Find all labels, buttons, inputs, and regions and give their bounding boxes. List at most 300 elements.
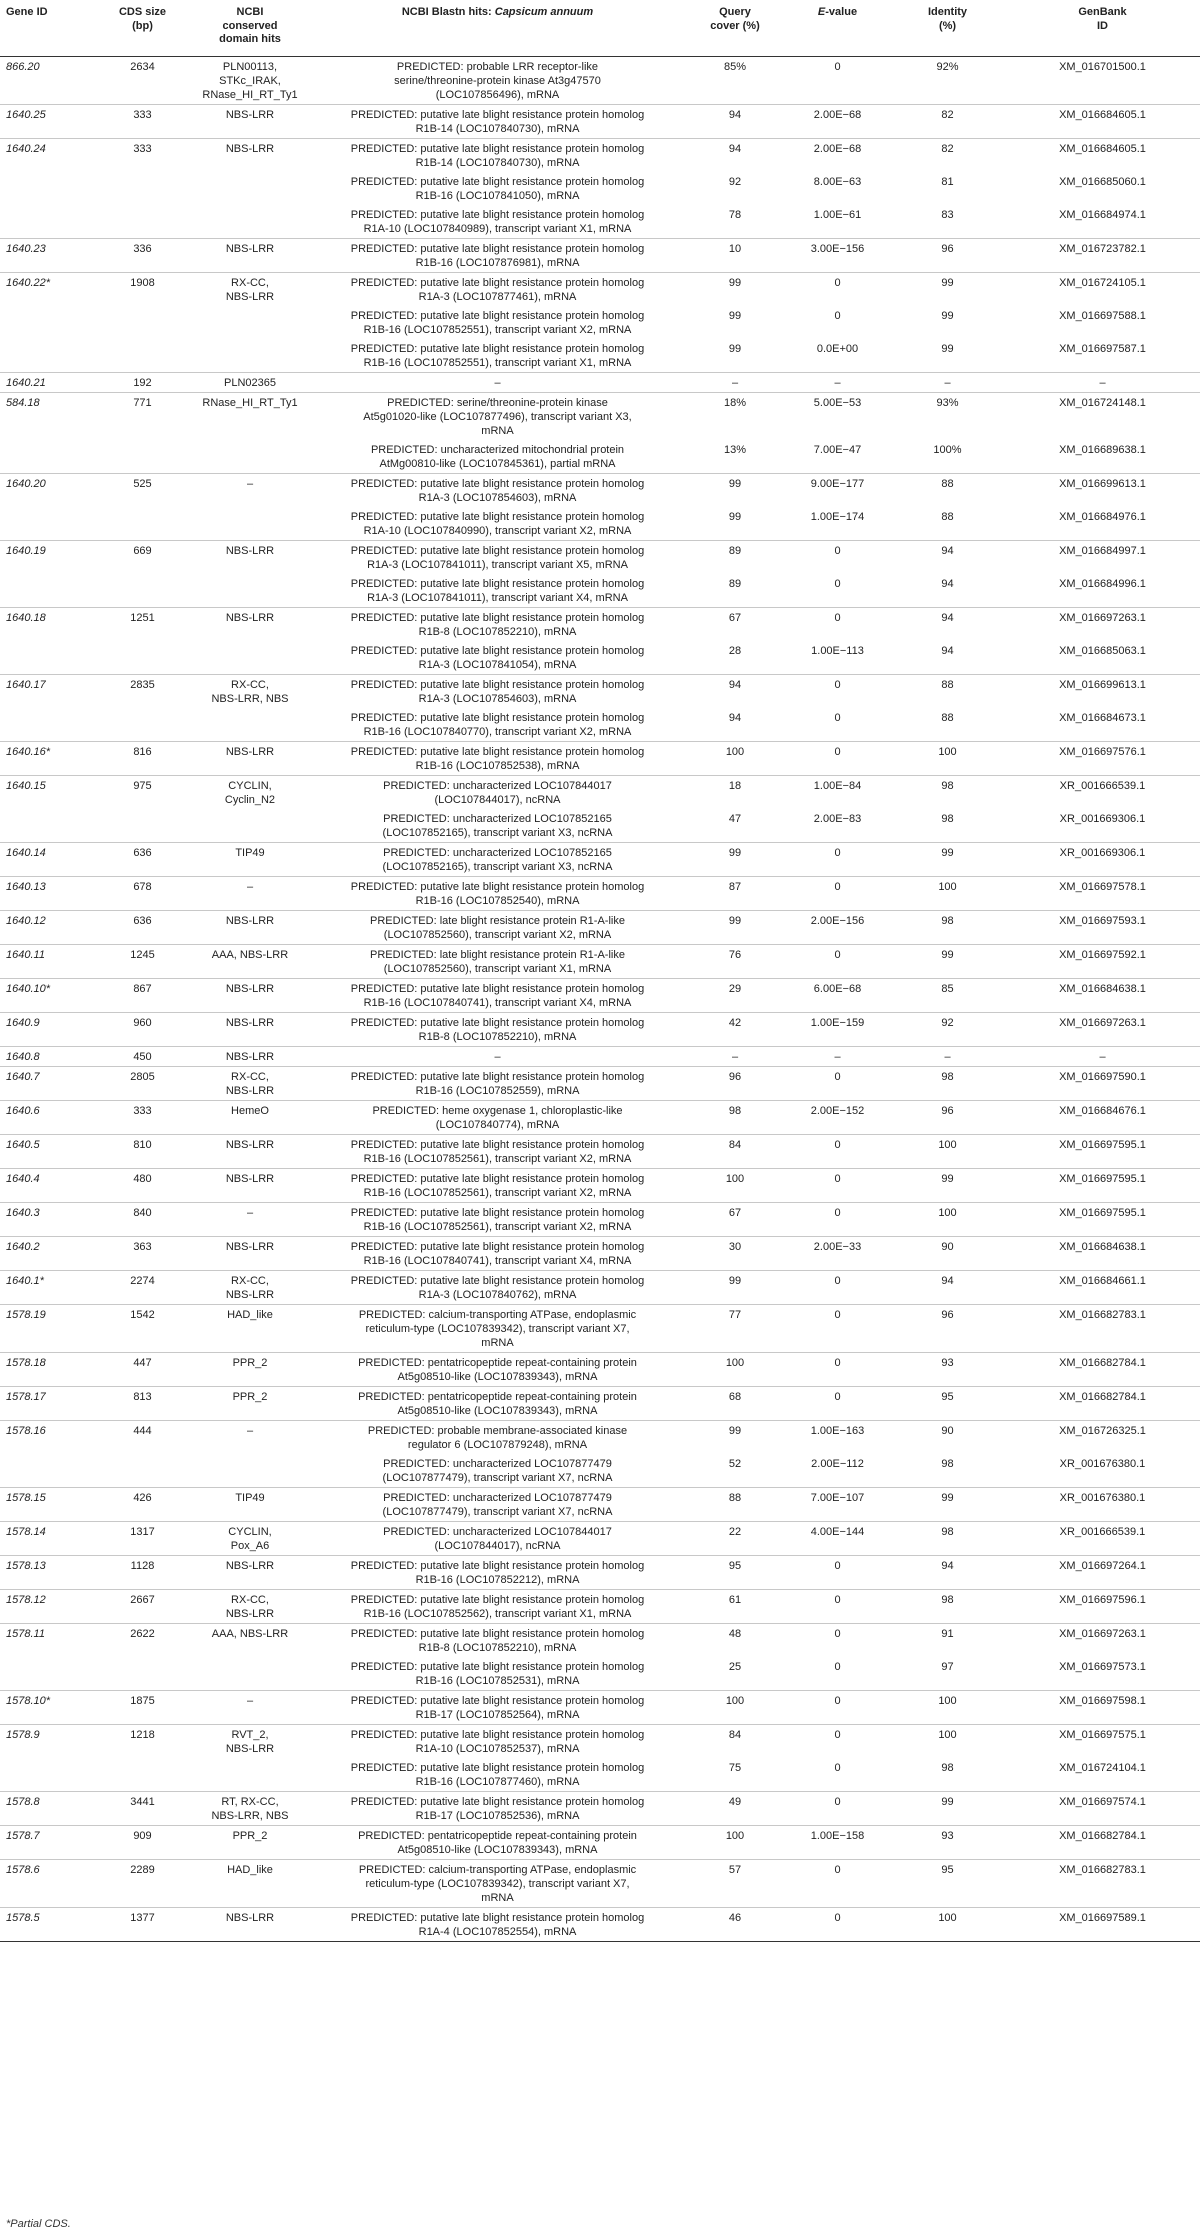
genbank-id-cell: XM_016699613.1 <box>1005 674 1200 708</box>
genbank-id-cell: XM_016697575.1 <box>1005 1724 1200 1758</box>
query-cover-cell: 18 <box>685 775 785 809</box>
evalue-cell: 0 <box>785 607 890 641</box>
blastn-hit-cell: PREDICTED: uncharacterized LOC107852165 (LOC107852165), transcript variant X3, ncRNA <box>310 842 685 876</box>
cds-size-cell: 1377 <box>95 1907 190 1941</box>
blastn-hit-cell: PREDICTED: putative late blight resistance protein homolog R1B-16 (LOC107840741), transcript variant X4, mRNA <box>310 978 685 1012</box>
cds-size-cell: 840 <box>95 1202 190 1236</box>
cds-size-cell: 444 <box>95 1420 190 1454</box>
genbank-id-cell: XM_016684997.1 <box>1005 540 1200 574</box>
genbank-id-cell: XM_016682783.1 <box>1005 1304 1200 1352</box>
genbank-id-cell: XM_016684996.1 <box>1059 577 1146 590</box>
evalue-cell: 6.00E−68 <box>785 978 890 1012</box>
query-cover-cell: 68 <box>685 1386 785 1420</box>
evalue-cell: 0 <box>785 1168 890 1202</box>
genbank-id-cell: XM_016723782.1 <box>1005 238 1200 272</box>
table-row <box>0 473 1200 507</box>
genbank-id-cell: XM_016697587.1 <box>1059 342 1146 355</box>
header-genbank-id: GenBank ID <box>1005 0 1200 56</box>
identity-cell: 88 <box>890 674 1005 708</box>
evalue-cell: 2.00E−112 <box>811 1457 864 1470</box>
identity-cell: 88 <box>941 510 954 523</box>
gene-id-cell: 1578.9 <box>0 1724 95 1758</box>
table-row <box>0 507 1200 541</box>
identity-cell: 97 <box>941 1660 954 1673</box>
table-row <box>0 1825 1200 1859</box>
table-row <box>0 674 1200 708</box>
blastn-hit-cell: PREDICTED: putative late blight resistance protein homolog R1B-16 (LOC107852561), transcript variant X2, mRNA <box>310 1134 685 1168</box>
table-row <box>0 138 1200 172</box>
domain-hits-cell: RX-CC, NBS-LRR <box>190 1270 310 1304</box>
cds-size-cell: 1908 <box>95 272 190 306</box>
blastn-hit-cell: PREDICTED: putative late blight resistance protein homolog R1B-16 (LOC107840770), transcript variant X2, mRNA <box>350 711 645 738</box>
identity-cell: 90 <box>890 1236 1005 1270</box>
query-cover-cell: 13% <box>723 443 747 456</box>
gene-id-cell <box>0 306 95 339</box>
evalue-cell: 0 <box>834 577 841 590</box>
evalue-cell: 8.00E−63 <box>813 175 862 188</box>
table-row <box>0 372 1200 392</box>
gene-id-cell: 1578.11 <box>0 1623 95 1657</box>
genbank-id-cell: XM_016724104.1 <box>1059 1761 1146 1774</box>
gene-id-cell: 1640.15 <box>0 775 95 809</box>
blastn-hit-cell: PREDICTED: putative late blight resistance protein homolog R1B-17 (LOC107852536), mRNA <box>310 1791 685 1825</box>
gene-id-cell: 584.18 <box>0 392 95 440</box>
genbank-id-cell: XM_016684605.1 <box>1005 138 1200 172</box>
genbank-id-cell: XM_016697578.1 <box>1005 876 1200 910</box>
blastn-hit-cell: PREDICTED: uncharacterized LOC107877479 (LOC107877479), transcript variant X7, ncRNA <box>382 1457 613 1484</box>
identity-cell: 94 <box>890 1270 1005 1304</box>
blastn-hit-cell: PREDICTED: late blight resistance protein R1-A-like (LOC107852560), transcript variant X1, mRNA <box>310 944 685 978</box>
gene-id-cell: 1578.8 <box>0 1791 95 1825</box>
domain-hits-cell: TIP49 <box>190 1487 310 1521</box>
cds-size-cell: 2805 <box>95 1066 190 1100</box>
domain-hits-cell: NBS-LRR <box>190 1168 310 1202</box>
evalue-cell: 0 <box>785 876 890 910</box>
cds-size-cell: 2622 <box>95 1623 190 1657</box>
genbank-id-cell: XM_016697263.1 <box>1005 1623 1200 1657</box>
domain-hits-cell: PPR_2 <box>190 1386 310 1420</box>
gene-id-cell: 1578.19 <box>0 1304 95 1352</box>
gene-id-cell: 1578.6 <box>0 1859 95 1907</box>
genbank-id-cell: XR_001669306.1 <box>1059 812 1146 825</box>
header-blastn-hits: NCBI Blastn hits: Capsicum annuum <box>310 0 685 56</box>
query-cover-cell: 100 <box>685 1168 785 1202</box>
gene-id-cell: 1578.18 <box>0 1352 95 1386</box>
blastn-hit-cell: PREDICTED: probable LRR receptor-like serine/threonine-protein kinase At3g47570 (LOC107856496), mRNA <box>310 56 685 104</box>
identity-cell: 100 <box>890 1690 1005 1724</box>
evalue-cell: 4.00E−144 <box>785 1521 890 1555</box>
query-cover-cell: 92 <box>728 175 742 188</box>
evalue-cell: 0 <box>785 1270 890 1304</box>
gene-id-cell: 1640.5 <box>0 1134 95 1168</box>
genbank-id-cell: XM_016697574.1 <box>1005 1791 1200 1825</box>
query-cover-cell: 100 <box>685 1352 785 1386</box>
query-cover-cell: 99 <box>685 1270 785 1304</box>
domain-hits-cell: NBS-LRR <box>190 978 310 1012</box>
evalue-cell: 0 <box>785 1907 890 1941</box>
evalue-cell: 1.00E−159 <box>785 1012 890 1046</box>
domain-hits-cell: NBS-LRR <box>190 1012 310 1046</box>
blastn-hit-cell: PREDICTED: putative late blight resistance protein homolog R1B-16 (LOC107852540), mRNA <box>310 876 685 910</box>
blastn-hit-cell: PREDICTED: putative late blight resistance protein homolog R1A-3 (LOC107854603), mRNA <box>310 674 685 708</box>
table-body <box>0 56 1200 1941</box>
table-row <box>0 339 1200 373</box>
evalue-cell: 0 <box>785 1202 890 1236</box>
evalue-cell: 0 <box>785 1352 890 1386</box>
evalue-cell: 0 <box>785 1066 890 1100</box>
blastn-hit-cell: PREDICTED: serine/threonine-protein kinase At5g01020-like (LOC107877496), transcript variant X3, mRNA <box>310 392 685 440</box>
query-cover-cell: 30 <box>685 1236 785 1270</box>
gene-id-cell: 1640.10* <box>0 978 95 1012</box>
cds-size-cell: 333 <box>95 138 190 172</box>
evalue-cell: 0 <box>785 741 890 775</box>
evalue-cell: 0 <box>785 1724 890 1758</box>
domain-hits-cell <box>190 708 310 742</box>
query-cover-cell: 87 <box>685 876 785 910</box>
domain-hits-cell: – <box>190 876 310 910</box>
query-cover-cell: 100 <box>685 1825 785 1859</box>
query-cover-cell: 61 <box>685 1589 785 1623</box>
identity-cell: 100% <box>933 443 962 456</box>
cds-size-cell: 1251 <box>95 607 190 641</box>
domain-hits-cell <box>190 1758 310 1792</box>
gene-id-cell: 1640.21 <box>0 372 95 392</box>
table-row <box>0 1100 1200 1134</box>
genbank-id-cell: XM_016682784.1 <box>1005 1825 1200 1859</box>
evalue-cell: 7.00E−107 <box>785 1487 890 1521</box>
identity-cell: 96 <box>890 1304 1005 1352</box>
blastn-hit-cell: – <box>310 1046 685 1066</box>
identity-cell: 83 <box>941 208 954 221</box>
query-cover-cell: 48 <box>685 1623 785 1657</box>
evalue-cell: 0 <box>785 1555 890 1589</box>
query-cover-cell: 78 <box>728 208 742 221</box>
table-row <box>0 775 1200 809</box>
gene-id-cell: 1640.14 <box>0 842 95 876</box>
blastn-hit-cell: PREDICTED: putative late blight resistance protein homolog R1A-10 (LOC107852537), mRNA <box>310 1724 685 1758</box>
genbank-id-cell: XM_016697573.1 <box>1059 1660 1146 1673</box>
query-cover-cell: 46 <box>685 1907 785 1941</box>
gene-id-cell: 1640.2 <box>0 1236 95 1270</box>
blastn-hit-cell: PREDICTED: calcium-transporting ATPase, endoplasmic reticulum-type (LOC107839342), transcript variant X7, mRNA <box>310 1859 685 1907</box>
identity-cell: 93 <box>890 1352 1005 1386</box>
identity-cell: 99 <box>890 842 1005 876</box>
domain-hits-cell: RNase_HI_RT_Ty1 <box>190 392 310 440</box>
domain-hits-cell: AAA, NBS-LRR <box>190 1623 310 1657</box>
domain-hits-cell <box>190 205 310 239</box>
query-cover-cell: 89 <box>685 540 785 574</box>
identity-cell: 99 <box>890 272 1005 306</box>
genbank-id-cell: XM_016697598.1 <box>1005 1690 1200 1724</box>
evalue-cell: 0 <box>785 1134 890 1168</box>
table-row <box>0 104 1200 138</box>
cds-size-cell: 450 <box>95 1046 190 1066</box>
domain-hits-cell <box>190 1454 310 1488</box>
domain-hits-cell: RX-CC, NBS-LRR, NBS <box>190 674 310 708</box>
cds-size-cell: 2667 <box>95 1589 190 1623</box>
query-cover-cell: 47 <box>728 812 742 825</box>
gene-id-cell <box>0 440 95 474</box>
identity-cell: 98 <box>890 775 1005 809</box>
identity-cell: 94 <box>890 1555 1005 1589</box>
cds-size-cell <box>95 339 190 373</box>
cds-size-cell: 909 <box>95 1825 190 1859</box>
blastn-hit-cell: PREDICTED: putative late blight resistance protein homolog R1A-3 (LOC107877461), mRNA <box>310 272 685 306</box>
table-row <box>0 1420 1200 1454</box>
domain-hits-cell: RX-CC, NBS-LRR <box>190 1589 310 1623</box>
domain-hits-cell: CYCLIN, Pox_A6 <box>190 1521 310 1555</box>
domain-hits-cell <box>190 339 310 373</box>
table-row <box>0 978 1200 1012</box>
identity-cell: 93% <box>890 392 1005 440</box>
cds-size-cell: 636 <box>95 842 190 876</box>
table-row <box>0 1859 1200 1907</box>
genbank-id-cell: XM_016726325.1 <box>1005 1420 1200 1454</box>
blastn-hit-cell: PREDICTED: putative late blight resistance protein homolog R1A-3 (LOC107841011), transcript variant X4, mRNA <box>350 577 645 604</box>
table-row <box>0 1012 1200 1046</box>
table-row <box>0 574 1200 608</box>
query-cover-cell: 18% <box>685 392 785 440</box>
identity-cell: 94 <box>941 644 954 657</box>
blastn-hit-cell: PREDICTED: putative late blight resistance protein homolog R1B-16 (LOC107840741), transcript variant X4, mRNA <box>310 1236 685 1270</box>
query-cover-cell: 99 <box>685 1420 785 1454</box>
cds-size-cell <box>95 205 190 239</box>
genbank-id-cell: – <box>1005 1046 1200 1066</box>
genbank-id-cell: XR_001666539.1 <box>1005 1521 1200 1555</box>
identity-cell: 100 <box>890 741 1005 775</box>
domain-hits-cell: NBS-LRR <box>190 910 310 944</box>
genbank-id-cell: XM_016684676.1 <box>1005 1100 1200 1134</box>
header-query-cover: Query cover (%) <box>685 0 785 56</box>
query-cover-cell: – <box>685 1046 785 1066</box>
evalue-cell: 3.00E−156 <box>785 238 890 272</box>
genbank-id-cell: XM_016684638.1 <box>1005 1236 1200 1270</box>
domain-hits-cell <box>190 641 310 675</box>
identity-cell: 94 <box>890 607 1005 641</box>
genbank-id-cell: XM_016684974.1 <box>1059 208 1146 221</box>
domain-hits-cell: – <box>190 1690 310 1724</box>
genbank-id-cell: XR_001669306.1 <box>1005 842 1200 876</box>
genbank-id-cell: XM_016684605.1 <box>1005 104 1200 138</box>
table-row <box>0 1202 1200 1236</box>
table-row <box>0 540 1200 574</box>
evalue-cell: 2.00E−68 <box>785 104 890 138</box>
cds-size-cell <box>95 440 190 474</box>
cds-size-cell <box>95 809 190 843</box>
domain-hits-cell: HAD_like <box>190 1859 310 1907</box>
genbank-id-cell: XM_016697595.1 <box>1005 1134 1200 1168</box>
evalue-cell: 0 <box>785 56 890 104</box>
identity-cell: 81 <box>941 175 954 188</box>
identity-cell: 99 <box>890 1168 1005 1202</box>
evalue-cell: 0 <box>834 1761 841 1774</box>
blastn-hit-cell: PREDICTED: putative late blight resistance protein homolog R1B-16 (LOC107852561), transcript variant X2, mRNA <box>310 1202 685 1236</box>
cds-size-cell: 669 <box>95 540 190 574</box>
table-row <box>0 1623 1200 1657</box>
cds-size-cell <box>95 708 190 742</box>
cds-size-cell: 192 <box>95 372 190 392</box>
identity-cell: 98 <box>941 812 954 825</box>
genbank-id-cell: XM_016697588.1 <box>1059 309 1146 322</box>
cds-size-cell <box>95 574 190 608</box>
cds-size-cell: 1218 <box>95 1724 190 1758</box>
table-row <box>0 741 1200 775</box>
table-row <box>0 1046 1200 1066</box>
blastn-hit-cell: PREDICTED: putative late blight resistance protein homolog R1B-14 (LOC107840730), mRNA <box>310 104 685 138</box>
cds-size-cell: 1542 <box>95 1304 190 1352</box>
evalue-cell: 2.00E−156 <box>785 910 890 944</box>
identity-cell: 90 <box>890 1420 1005 1454</box>
domain-hits-cell: NBS-LRR <box>190 1236 310 1270</box>
blastn-hit-cell: PREDICTED: putative late blight resistance protein homolog R1B-16 (LOC107852562), transcript variant X1, mRNA <box>310 1589 685 1623</box>
evalue-cell: 0 <box>834 309 841 322</box>
identity-cell: 100 <box>890 1202 1005 1236</box>
table-row <box>0 1791 1200 1825</box>
table-row <box>0 1907 1200 1941</box>
table-row <box>0 944 1200 978</box>
blastn-hit-cell: PREDICTED: putative late blight resistance protein homolog R1B-16 (LOC107877460), mRNA <box>350 1761 645 1788</box>
genbank-id-cell: XM_016697263.1 <box>1005 607 1200 641</box>
genbank-id-cell: XM_016684976.1 <box>1059 510 1146 523</box>
query-cover-cell: 99 <box>728 309 742 322</box>
identity-cell: 98 <box>890 910 1005 944</box>
query-cover-cell: 99 <box>728 342 742 355</box>
blastn-hit-cell: PREDICTED: putative late blight resistance protein homolog R1A-4 (LOC107852554), mRNA <box>310 1907 685 1941</box>
evalue-cell: 0 <box>785 1386 890 1420</box>
identity-cell: 92% <box>890 56 1005 104</box>
blastn-hit-cell: PREDICTED: putative late blight resistance protein homolog R1B-17 (LOC107852564), mRNA <box>310 1690 685 1724</box>
identity-cell: 98 <box>890 1521 1005 1555</box>
query-cover-cell: 100 <box>685 1690 785 1724</box>
identity-cell: 82 <box>890 104 1005 138</box>
genbank-id-cell: XM_016697590.1 <box>1005 1066 1200 1100</box>
query-cover-cell: 25 <box>728 1660 742 1673</box>
domain-hits-cell: PLN00113, STKc_IRAK, RNase_HI_RT_Ty1 <box>190 56 310 104</box>
domain-hits-cell: TIP49 <box>190 842 310 876</box>
gene-id-cell: 1640.19 <box>0 540 95 574</box>
gene-id-cell: 1640.23 <box>0 238 95 272</box>
domain-hits-cell: AAA, NBS-LRR <box>190 944 310 978</box>
cds-size-cell <box>95 172 190 205</box>
evalue-cell: – <box>785 1046 890 1066</box>
identity-cell: – <box>890 1046 1005 1066</box>
gene-id-cell: 1640.13 <box>0 876 95 910</box>
blastn-hit-cell: PREDICTED: pentatricopeptide repeat-containing protein At5g08510-like (LOC107839343), mRNA <box>310 1825 685 1859</box>
genbank-id-cell: XM_016684661.1 <box>1005 1270 1200 1304</box>
domain-hits-cell: NBS-LRR <box>190 1555 310 1589</box>
query-cover-cell: 77 <box>685 1304 785 1352</box>
query-cover-cell: 29 <box>685 978 785 1012</box>
table-header <box>0 0 1200 56</box>
cds-size-cell: 771 <box>95 392 190 440</box>
table-row <box>0 1270 1200 1304</box>
query-cover-cell: 89 <box>728 577 742 590</box>
identity-cell: 99 <box>890 1791 1005 1825</box>
query-cover-cell: 22 <box>685 1521 785 1555</box>
evalue-cell: 2.00E−68 <box>785 138 890 172</box>
cds-size-cell <box>95 641 190 675</box>
cds-size-cell: 480 <box>95 1168 190 1202</box>
cds-size-cell <box>95 507 190 541</box>
genbank-id-cell: XM_016697576.1 <box>1005 741 1200 775</box>
cds-size-cell: 363 <box>95 1236 190 1270</box>
gene-id-cell <box>0 708 95 742</box>
identity-cell: 95 <box>890 1859 1005 1907</box>
gene-id-cell <box>0 172 95 205</box>
genbank-id-cell: XM_016684673.1 <box>1059 711 1146 724</box>
blastn-hit-cell: PREDICTED: late blight resistance protein R1-A-like (LOC107852560), transcript variant X2, mRNA <box>310 910 685 944</box>
blastn-hit-cell: PREDICTED: uncharacterized LOC107852165 (LOC107852165), transcript variant X3, ncRNA <box>382 812 613 839</box>
header-ncbi-domain: NCBI conserved domain hits <box>190 0 310 56</box>
query-cover-cell: 96 <box>685 1066 785 1100</box>
gene-id-cell: 866.20 <box>0 56 95 104</box>
cds-size-cell: 525 <box>95 473 190 507</box>
table-row <box>0 172 1200 205</box>
identity-cell: 100 <box>890 876 1005 910</box>
cds-size-cell: 1317 <box>95 1521 190 1555</box>
gene-id-cell: 1640.22* <box>0 272 95 306</box>
genbank-id-cell: XM_016697595.1 <box>1005 1202 1200 1236</box>
identity-cell: 98 <box>941 1457 954 1470</box>
blastn-hit-cell: PREDICTED: putative late blight resistance protein homolog R1A-3 (LOC107841054), mRNA <box>350 644 645 671</box>
query-cover-cell: 100 <box>685 741 785 775</box>
evalue-cell: 0 <box>785 674 890 708</box>
domain-hits-cell: PPR_2 <box>190 1352 310 1386</box>
table-row <box>0 1304 1200 1352</box>
evalue-cell: 7.00E−47 <box>813 443 862 456</box>
query-cover-cell: 99 <box>685 473 785 507</box>
query-cover-cell: 84 <box>685 1724 785 1758</box>
domain-hits-cell <box>190 1657 310 1691</box>
header-evalue: E-value <box>785 0 890 56</box>
blastn-hit-cell: PREDICTED: calcium-transporting ATPase, endoplasmic reticulum-type (LOC107839342), transcript variant X7, mRNA <box>310 1304 685 1352</box>
gene-id-cell: 1578.14 <box>0 1521 95 1555</box>
domain-hits-cell: NBS-LRR <box>190 540 310 574</box>
blastn-hit-cell: PREDICTED: putative late blight resistance protein homolog R1A-10 (LOC107840990), transcript variant X2, mRNA <box>350 510 645 537</box>
blastn-hit-cell: PREDICTED: putative late blight resistance protein homolog R1B-16 (LOC107841050), mRNA <box>350 175 645 202</box>
gene-id-cell: 1640.25 <box>0 104 95 138</box>
evalue-cell: 0 <box>834 1660 841 1673</box>
domain-hits-cell: NBS-LRR <box>190 1907 310 1941</box>
gene-id-cell: 1640.11 <box>0 944 95 978</box>
table-row <box>0 56 1200 104</box>
genbank-id-cell: XM_016697595.1 <box>1005 1168 1200 1202</box>
query-cover-cell: 99 <box>685 842 785 876</box>
table-row <box>0 1724 1200 1758</box>
table-row <box>0 1758 1200 1792</box>
query-cover-cell: – <box>685 372 785 392</box>
cds-size-cell: 1128 <box>95 1555 190 1589</box>
cds-size-cell: 426 <box>95 1487 190 1521</box>
gene-id-cell: 1578.12 <box>0 1589 95 1623</box>
genbank-id-cell: XM_016682784.1 <box>1005 1386 1200 1420</box>
domain-hits-cell: – <box>190 1202 310 1236</box>
blastn-hit-cell: PREDICTED: putative late blight resistance protein homolog R1B-16 (LOC107852551), transcript variant X1, mRNA <box>350 342 645 369</box>
blastn-hit-cell: PREDICTED: putative late blight resistance protein homolog R1A-3 (LOC107841011), transcript variant X5, mRNA <box>310 540 685 574</box>
domain-hits-cell: NBS-LRR <box>190 104 310 138</box>
genbank-id-cell: XM_016697592.1 <box>1005 944 1200 978</box>
evalue-cell: 0 <box>785 1690 890 1724</box>
table-row <box>0 306 1200 339</box>
domain-hits-cell <box>190 574 310 608</box>
table-row <box>0 1066 1200 1100</box>
blastn-hit-cell: PREDICTED: putative late blight resistance protein homolog R1B-8 (LOC107852210), mRNA <box>310 607 685 641</box>
gene-id-cell <box>0 1657 95 1691</box>
query-cover-cell: 94 <box>728 711 742 724</box>
cds-size-cell <box>95 1454 190 1488</box>
blastn-hit-cell: PREDICTED: putative late blight resistance protein homolog R1B-8 (LOC107852210), mRNA <box>310 1012 685 1046</box>
evalue-cell: 0 <box>785 1623 890 1657</box>
